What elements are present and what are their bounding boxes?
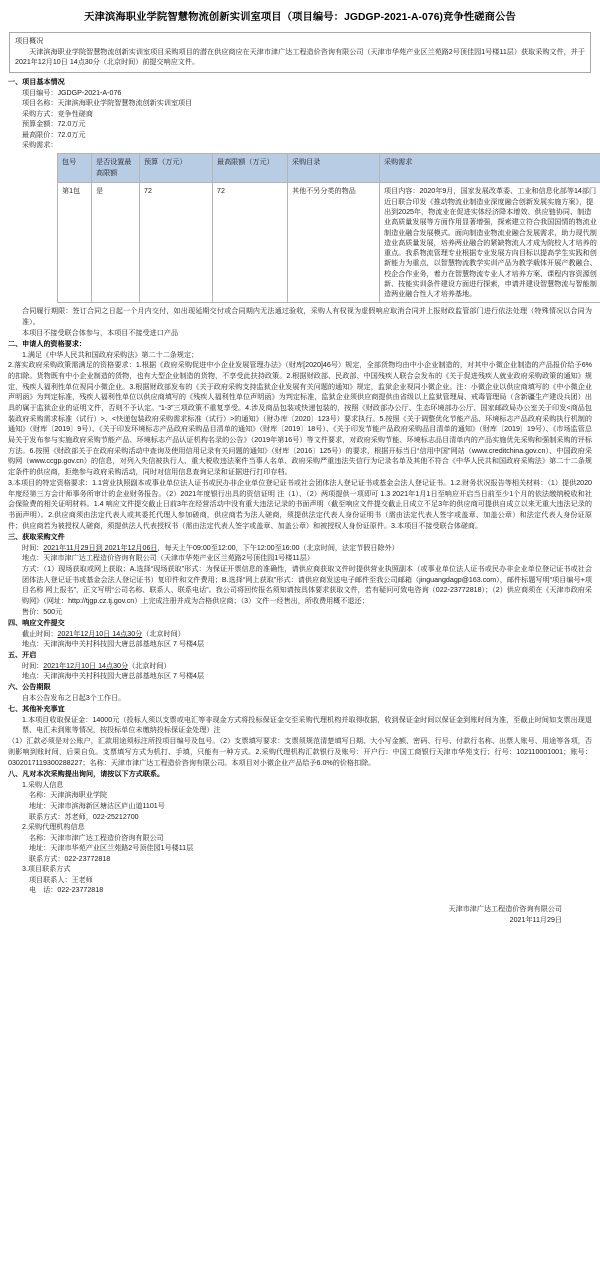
procurement-method-label: 采购方式： bbox=[22, 109, 58, 118]
doc-price-value: 500元 bbox=[43, 607, 63, 616]
project-name-label: 项目名称： bbox=[22, 99, 58, 108]
section-seven-heading: 七、其他补充事宜 bbox=[8, 705, 65, 714]
cell-budget: 72 bbox=[140, 183, 213, 303]
section-three-heading: 三、获取采购文件 bbox=[8, 533, 65, 542]
qualification-item-2: 2.落实政府采购政策需满足的资格要求：1.根据《政府采购促进中小企业发展管理办法》（财库[2020]46号）规定，全部货物均由中小企业制造的，对其中小微企业制造的产品报价给予6%的扣除。货物既有中小企业制造的货物，也有大型企业制造的货物，不享受此扶持政策。2.根据财政部、民政部、中国残疾人联合会发布的《关于促进残疾人就业政府采购政策的通知》规定，残疾人福利性单位视同小微企业。3.根据财政部发布的《关于政府采购支持监狱企业发展有关问题的通知》规定，监狱企业视同小微企业。注：小微企业以供应商填写的《中小微企业声明函》为判定标准，残疾人福利性单位以供应商填写的《残疾人福利性单位声明函》为判定标准，监狱企业须供应商提供由省级以上监狱管理局、戒毒管理局（含新疆生产建设兵团）出具的属于监狱企业的证明文件，否则不予认定。“1-3”三项政策不重复享受。4.涉及商品包装或快递包装的，按照《财政部办公厅、生态环境部办公厅、国家邮政局办公室关于印发<商品包装政府采购需求标准（试行）>、<快递包装政府采购需求标准（试行）>的通知》（财办库〔2020〕123号）要求执行。5.按照《关于调整优化节能产品、环境标志产品政府采购执行机制的通知》（财库〔2019〕9号）、《关于印发环境标志产品政府采购品目清单的通知》（财库〔2019〕18号）、《关于印发节能产品政府采购品目清单的通知》（财库〔2019〕19号）、《市场监管总局关于发布参与实施政府采购节能产品、环境标志产品认证机构名录的公告》（2019年第16号）等文件要求，对政府采购节能、环境标志品目清单内的产品实施优先采购和强制采购的评标方法。6.按照《财政部关于在政府采购活动中查询及使用信用记录有关问题的通知》（财库〔2016〕125号）的要求，根据开标当日“信用中国”网站（www.creditchina.gov.cn）、中国政府采购网（www.ccgp.gov.cn）的信息，对列入失信被执行人、重大税收违法案件当事人名单、政府采购严重违法失信行为记录名单及其他不符合《中华人民共和国政府采购法》第二十二条规定条件的供应商，拒绝参与政府采购活动，同时对信用信息查询记录和证据进行打印存档。 bbox=[8, 361, 592, 476]
opening-place-value: 天津滨海中关村科技园大唐总部基地东区 7 号楼4层 bbox=[43, 672, 205, 681]
response-deadline-label: 截止时间： bbox=[22, 629, 58, 638]
project-number-value: JGDGP-2021-A-076 bbox=[57, 88, 122, 97]
response-place-value: 天津滨海中关村科技园大唐总部基地东区 7 号楼4层 bbox=[43, 640, 205, 649]
response-place-label: 地点： bbox=[22, 640, 44, 649]
response-deadline-row bbox=[8, 629, 592, 639]
project-contact-group-label: 3.项目联系方式 bbox=[22, 865, 71, 874]
project-name-row bbox=[8, 98, 592, 108]
cell-package-no: 第1包 bbox=[58, 183, 92, 303]
cell-requirement: 项目内容：2020年9月，国家发展改革委、工业和信息化部等14部门近日联合印发《推动物流业制造业深度融合创新发展实施方案》，提出到2025年，物流业在促进实体经济降本增效、供应链协同、制造业高质量发展等方面作用显著增强，探索建立符合我国国情的物流业制造业融合发展模式。面向制造业物流业融合发展需求，助力现代制造业高质量发展，培养两业融合的紧缺物流人才成为院校人才培养的重点。我系物流管理专业根据专业发展方向目标以提高学生实践和创新能力为重点，以智慧物流教学实训产品为教学载体开展产教融合、校企合作业务，着力在智慧物流专业人才培养方案、课程内容资源创新、技能实训条件建设方面进行探索，申请并建设智慧物流与智能制造两业融合性人才培养基地。 bbox=[380, 183, 600, 303]
qualification-item-3: 3.本项目的特定资格要求：1.1营业执照副本或事业单位法人证书或民办非企业单位登记证书或社会团体法人登记证书或基金会法人登记证书。1.2.财务状况报告等相关材料：（1）提供2020年度经第三方会计师事务所审计的企业财务报告。（2）2021年度银行出具的资信证明 注（1）、（2）两项提供一项即可 1.3 2021年1月1日至响应开启当日前至少1个月的依法缴纳税收和社会保险费的相关证明材料。1.4 响应文件提交截止日前3年在经营活动中没有重大违法记录的书面声明（截至响应文件提交截止日成立不足3年的供应商可提供自成立以来无重大违法记录的书面声明）。2.供应商须由法定代表人或其委托代理人参加磋商，供应商若为法人磋商，须提供法定代表人身份证明书（需由法定代表人签字或盖章、加盖公章）和法定代表人身份证原件；供应商若为被授权人磋商，须提供法人代表授权书（需由法定代表人签字或盖章、加盖公章）和被授权人身份证原件。3.本项目不接受联合体磋商。 bbox=[8, 479, 592, 530]
supplementary-item-2: （1）汇款必须是对公账户，汇款用途须标注所投项目编号及包号。（2）支票填写要求：支票须规范清楚填写日期、大小写金额、密码、行号、付款行名称、出票人账号、用途等各项，否则影响到账时间，后果自负。支票填写方式为机打、手填，只能有一种方式。2.采购代理机构汇款银行及账号：开户行：中国工商银行天津市华苑支行；行号：102110001001；账号：0302017119300288227；名称：天津市津广达工程造价咨询有限公司。本项目对小微企业产品给予6.0%的价格扣除。 bbox=[8, 737, 592, 767]
buyer-contact-row bbox=[8, 812, 592, 822]
budget-value: 72.0万元 bbox=[57, 120, 86, 129]
procurement-method-value: 竞争性磋商 bbox=[57, 109, 93, 118]
agency-address-value: 天津市华苑产业区兰苑路2号顶佳园1号楼11层 bbox=[50, 844, 194, 853]
section-four-heading: 四、响应文件提交 bbox=[8, 619, 65, 628]
project-contact-phone-label: 电 话： bbox=[29, 886, 58, 895]
no-consortium-text: 本项目不接受联合体参与，本项目不接受进口产品 bbox=[22, 329, 179, 338]
buyer-contact-value: 苏老师，022-25212700 bbox=[64, 812, 139, 821]
page-title: 天津滨海职业学院智慧物流创新实训室项目（项目编号：JGDGP-2021-A-076)竞争性磋商公告 bbox=[84, 12, 516, 23]
section-five-heading: 五、开启 bbox=[8, 651, 37, 660]
agency-contact-row bbox=[8, 854, 592, 864]
project-contact-person-row bbox=[8, 875, 592, 885]
table-header-cell: 包号 bbox=[58, 154, 92, 183]
section-eight-heading: 八、凡对本次采购提出询问，请按以下方式联系。 bbox=[8, 770, 165, 779]
max-price-row bbox=[8, 130, 592, 140]
agency-info-group-label: 2.采购代理机构信息 bbox=[22, 823, 85, 832]
section-one-heading: 一、项目基本情况 bbox=[8, 77, 65, 86]
opening-place-row bbox=[8, 671, 592, 681]
agency-name-row bbox=[8, 833, 592, 843]
doc-price-label: 售价： bbox=[22, 607, 44, 616]
overview-text: 天津滨海职业学院智慧物流创新实训室项目采购项目的潜在供应商应在天津市津广达工程造价咨询有限公司（天津市华苑产业区兰苑路2号顶佳园1号楼11层）获取采购文件，并于2021年12月10日 14点30分（北京时间）前提交响应文件。 bbox=[15, 47, 585, 67]
project-contact-person-value: 王老师 bbox=[71, 875, 93, 884]
response-deadline-value: 2021年12月10日 14点30分 bbox=[57, 629, 143, 638]
requirement-label: 采购需求： bbox=[22, 141, 58, 150]
table-header-cell: 采购目录 bbox=[288, 154, 380, 183]
table-header-cell: 最高限额（万元） bbox=[213, 154, 288, 183]
agency-address-label: 地址： bbox=[29, 844, 51, 853]
agency-contact-label: 联系方式： bbox=[29, 854, 65, 863]
opening-place-label: 地点： bbox=[22, 672, 44, 681]
doc-obtain-place-row bbox=[8, 553, 592, 563]
budget-label: 预算金额： bbox=[22, 120, 58, 129]
procurement-requirement-table bbox=[57, 153, 600, 303]
max-price-value: 72.0万元 bbox=[57, 130, 86, 139]
announcement-period-text: 自本公告发布之日起3个工作日。 bbox=[22, 693, 126, 702]
agency-contact-value: 022-23772818 bbox=[64, 854, 111, 863]
doc-obtain-method-value: （1）现场获取或网上获取；A.选择“现场获取”形式：为保证开票信息的准确性，请供应商获取文件时提供营业执照副本（或事业单位法人证书或民办非企业单位登记证书或社会团体法人登记证书或基金会法人登记证书）复印件和文件费用；B.选择“网上获取”形式：请供应商发送电子邮件至我公司邮箱（jinguangdagp@163.com），邮件标题写明“项目编号+项目名称 网上报名”，正文写明“公司名称、联系人、联系电话”。我公司将回传报名须知请按具体要求获取文件，若有疑问可致电咨询（022-23772818）；（2）供应商须在《天津市政府采购网》（网址：http://tjgp.cz.tj.gov.cn）上完成注册并成为合格供应商；（3）文件一经售出，所收费用概不退还； bbox=[22, 564, 592, 605]
buyer-name-row bbox=[8, 790, 592, 800]
supplementary-item-1: 1.本项目收取保证金：14000元（投标人须以支票或电汇等非现金方式将投标保证金交至采购代理机构并取得收据，收到保证金时间以保证金到账时间为准，至截止时间如支票出现退票、电汇未到账等情况，按投标单位未缴纳投标保证金处理）注 bbox=[22, 715, 592, 735]
buyer-address-row bbox=[8, 801, 592, 811]
overview-label: 项目概况 bbox=[15, 36, 44, 45]
agency-name-label: 名称： bbox=[29, 833, 51, 842]
doc-obtain-method-row bbox=[8, 564, 592, 607]
footer-company: 天津市津广达工程造价咨询有限公司 bbox=[448, 904, 562, 913]
project-contact-person-label: 项目联系人： bbox=[29, 875, 72, 884]
table-header-cell: 是否设置最高限额 bbox=[92, 154, 140, 183]
budget-row bbox=[8, 119, 592, 129]
buyer-contact-label: 联系方式： bbox=[29, 812, 65, 821]
project-number-label: 项目编号： bbox=[22, 88, 58, 97]
agency-name-value: 天津市津广达工程造价咨询有限公司 bbox=[50, 833, 164, 842]
project-contact-phone-row bbox=[8, 885, 592, 895]
table-header-cell: 预算（万元） bbox=[140, 154, 213, 183]
project-name-value: 天津滨海职业学院智慧物流创新实训室项目 bbox=[57, 99, 193, 108]
section-two-heading: 二、申请人的资格要求： bbox=[8, 340, 87, 349]
doc-obtain-place-value: 天津市津广达工程造价咨询有限公司（天津市华苑产业区兰苑路2号顶佳园1号楼11层） bbox=[43, 554, 314, 563]
opening-time-row bbox=[8, 661, 592, 671]
table-row bbox=[58, 183, 600, 303]
buyer-address-label: 地址： bbox=[29, 801, 51, 810]
qualification-item-1: 1.满足《中华人民共和国政府采购法》第二十二条规定； bbox=[22, 350, 199, 359]
section-six-heading: 六、公告期限 bbox=[8, 683, 51, 692]
doc-obtain-time-value: 2021年11月29日到 2021年12月06日 bbox=[43, 543, 158, 552]
opening-time-value: 2021年12月10日 14点30分 bbox=[43, 661, 129, 670]
doc-obtain-method-label: 方式： bbox=[22, 564, 44, 573]
doc-obtain-place-label: 地点： bbox=[22, 554, 44, 563]
doc-obtain-time-row bbox=[8, 543, 592, 553]
response-place-row bbox=[8, 639, 592, 649]
buyer-address-value: 天津市滨海新区塘沽区庐山道1101号 bbox=[50, 801, 165, 810]
project-number-row bbox=[8, 88, 592, 98]
project-contact-phone-value: 022-23772818 bbox=[57, 886, 104, 895]
opening-time-label: 时间： bbox=[22, 661, 44, 670]
buyer-name-value: 天津滨海职业学院 bbox=[50, 791, 108, 800]
document-footer bbox=[8, 904, 592, 927]
contract-period-text: 合同履行期限：签订合同之日起一个月内交付，如出现延期交付或合同期内无法通过验收，采购人有权视为虚假响应取消合同并上报财政监管部门进行依法处理（特殊情况以合同为准）。 bbox=[22, 307, 592, 327]
doc-price-row bbox=[8, 607, 592, 617]
buyer-info-group-label: 1.采购人信息 bbox=[22, 780, 64, 789]
response-deadline-tz: （北京时间） bbox=[142, 629, 185, 638]
agency-address-row bbox=[8, 843, 592, 853]
cell-has-max-limit: 是 bbox=[92, 183, 140, 303]
procurement-method-row bbox=[8, 109, 592, 119]
table-header-cell: 采购需求 bbox=[380, 154, 600, 183]
project-overview-box bbox=[9, 32, 591, 73]
footer-date: 2021年11月29日 bbox=[509, 915, 562, 924]
max-price-label: 最高限价： bbox=[22, 130, 58, 139]
buyer-name-label: 名称： bbox=[29, 791, 51, 800]
opening-time-tz: （北京时间） bbox=[128, 661, 171, 670]
doc-obtain-time-rest: ，每天上午09:00至12:00，下午12:00至16:00（北京时间，法定节假日除外） bbox=[157, 543, 399, 552]
cell-max-limit: 72 bbox=[213, 183, 288, 303]
cell-category: 其他不另分类的物品 bbox=[288, 183, 380, 303]
doc-obtain-time-label: 时间： bbox=[22, 543, 44, 552]
table-header-row bbox=[58, 154, 600, 183]
